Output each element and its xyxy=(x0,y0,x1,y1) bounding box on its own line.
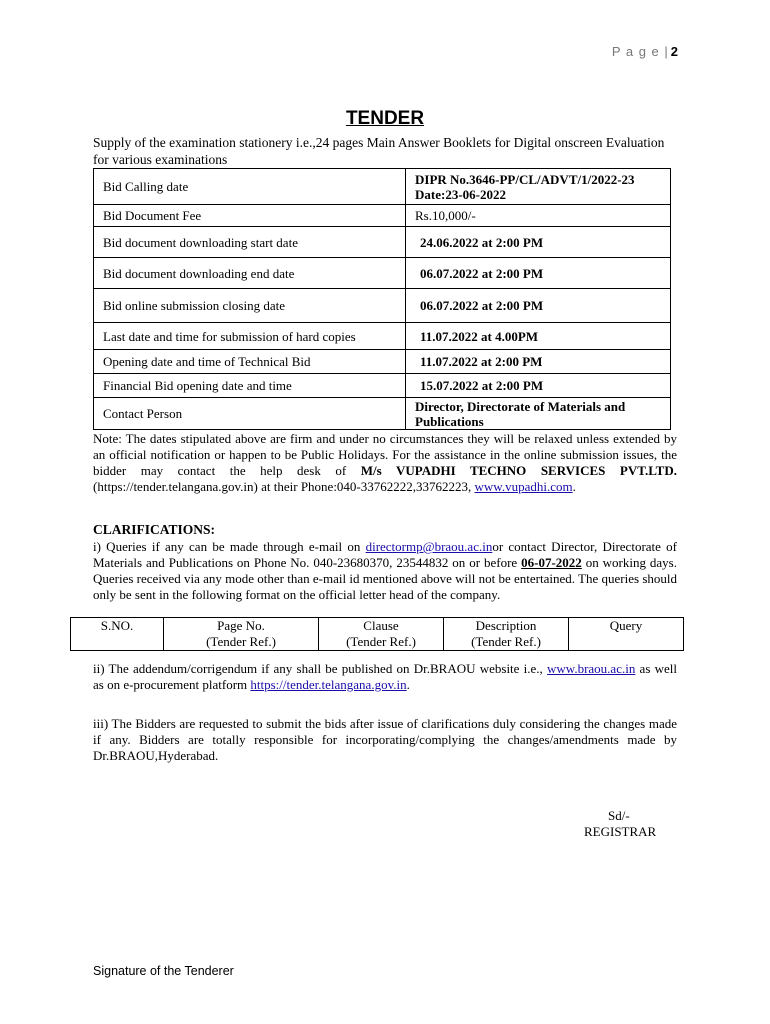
row-label: Bid online submission closing date xyxy=(94,289,406,323)
row-label: Bid document downloading start date xyxy=(94,227,406,258)
row-label: Contact Person xyxy=(94,398,406,430)
header-cell xyxy=(319,618,444,651)
clarification-text: as well as on e-procurement platform xyxy=(93,661,677,692)
row-label: Financial Bid opening date and time xyxy=(94,374,406,398)
clarification-text: on working days. Queries received via any mode other than e-mail id mentioned above will not be entertained. The queries should only be sent in the following format on the official letter head of the company. xyxy=(93,555,677,602)
table-row xyxy=(94,398,671,430)
table-row xyxy=(94,374,671,398)
header-line: Page No. xyxy=(217,618,265,633)
table-row xyxy=(94,323,671,350)
document-title: TENDER xyxy=(345,108,425,129)
note-text: Note: The dates stipulated above are firm and under no circumstances they will be relaxed unless extended by an official notification or happen to be Public Holidays. For the assistance in the online submission issues, the bidder may contact the help desk of xyxy=(93,431,677,478)
row-value-line1: DIPR No.3646-PP/CL/ADVT/1/2022-23 xyxy=(415,171,635,187)
header-cell: Query xyxy=(569,618,684,651)
row-label: Opening date and time of Technical Bid xyxy=(94,350,406,374)
deadline-date: 06-07-2022 xyxy=(521,555,582,570)
row-label: Bid Calling date xyxy=(94,169,406,205)
clarification-item-2 xyxy=(93,661,677,693)
table-row xyxy=(94,350,671,374)
header-cell xyxy=(164,618,319,651)
row-value: 11.07.2022 at 2:00 PM xyxy=(406,350,671,374)
document-subtitle: Supply of the examination stationery i.e.,24 pages Main Answer Booklets for Digital onscreen Evaluation for various examinations xyxy=(93,135,665,167)
clarification-text: i) Queries if any can be made through e-mail on xyxy=(93,539,366,554)
clarification-text: ii) The addendum/corrigendum if any shall be published on Dr.BRAOU website i.e., xyxy=(93,661,548,676)
row-value-line2: Publications xyxy=(415,413,484,429)
header-line: Description xyxy=(475,618,537,633)
row-value xyxy=(406,398,671,430)
page-number xyxy=(612,44,678,59)
tenderer-signature-label: Signature of the Tenderer xyxy=(93,964,234,978)
row-value: 06.07.2022 at 2:00 PM xyxy=(406,258,671,289)
clarification-item-1 xyxy=(93,539,677,603)
row-value xyxy=(406,169,671,205)
note-paragraph xyxy=(93,431,677,495)
row-value-line1: Director, Directorate of Materials and xyxy=(415,398,626,414)
table-row xyxy=(94,227,671,258)
row-value: 24.06.2022 at 2:00 PM xyxy=(406,227,671,258)
signature-mark: Sd/- xyxy=(608,808,630,823)
signatory-title: REGISTRAR xyxy=(584,824,657,839)
clarification-text: . xyxy=(406,677,410,692)
row-label: Bid Document Fee xyxy=(94,205,406,227)
row-label: Last date and time for submission of hard copies xyxy=(94,323,406,350)
table-row xyxy=(94,289,671,323)
row-value: 11.07.2022 at 4.00PM xyxy=(406,323,671,350)
email-link[interactable]: directormp@braou.ac.in xyxy=(365,539,493,554)
header-cell xyxy=(444,618,569,651)
header-line: (Tender Ref.) xyxy=(471,634,541,649)
query-format-table xyxy=(70,617,684,651)
note-text: . xyxy=(572,479,576,494)
clarification-text: or contact Director, Directorate of Materials and Publications on Phone No. 040-23680370, 23544832 on or before xyxy=(93,539,677,570)
row-label: Bid document downloading end date xyxy=(94,258,406,289)
page-label: P a g e | xyxy=(611,44,669,59)
header-line: (Tender Ref.) xyxy=(346,634,416,649)
header-cell: S.NO. xyxy=(71,618,164,651)
braou-website-link[interactable]: www.braou.ac.in xyxy=(547,661,636,676)
header-line: Clause xyxy=(363,618,399,633)
vupadhi-link[interactable]: www.vupadhi.com xyxy=(474,479,573,494)
clarification-item-3: iii) The Bidders are requested to submit the bids after issue of clarifications duly considering the changes made if any. Bidders are totally responsible for incorporating/complying the changes/amendments made by Dr.BRAOU,Hyderabad. xyxy=(93,716,677,763)
bid-schedule-table xyxy=(93,168,671,430)
table-row xyxy=(94,205,671,227)
registrar-signature xyxy=(584,808,656,840)
row-value: 15.07.2022 at 2:00 PM xyxy=(406,374,671,398)
table-row xyxy=(71,618,684,651)
clarifications-heading: CLARIFICATIONS: xyxy=(93,522,216,537)
row-value: Rs.10,000/- xyxy=(406,205,671,227)
row-value-line2: Date:23-06-2022 xyxy=(415,186,506,202)
eprocurement-link[interactable]: https://tender.telangana.gov.in xyxy=(250,677,407,692)
company-name: M/s VUPADHI TECHNO SERVICES PVT.LTD. xyxy=(360,463,677,478)
note-text: (https://tender.telangana.gov.in) at their Phone:040-33762222,33762223, xyxy=(93,479,475,494)
row-value: 06.07.2022 at 2:00 PM xyxy=(406,289,671,323)
page-number-value: 2 xyxy=(670,44,678,59)
table-row xyxy=(94,258,671,289)
header-line: (Tender Ref.) xyxy=(206,634,276,649)
table-row xyxy=(94,169,671,205)
